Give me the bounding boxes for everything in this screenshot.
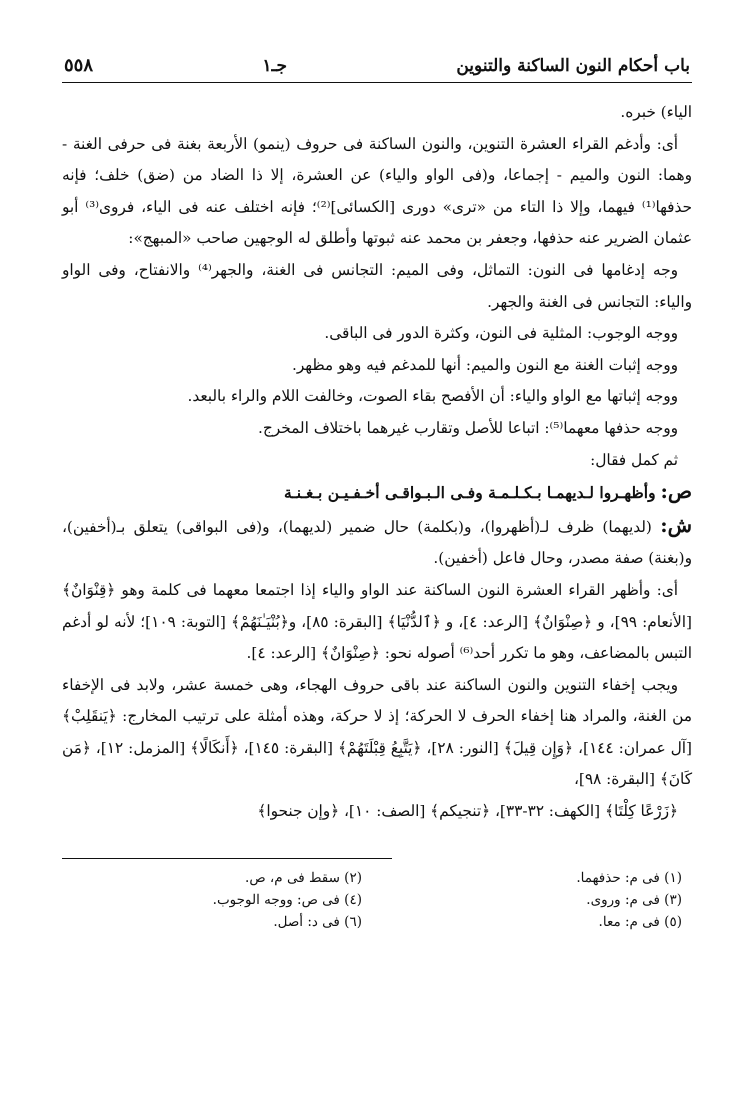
paragraph: ووجه إثبات الغنة مع النون والميم: أنها للمدغم فيه وهو مظهر. [291, 355, 678, 374]
paragraph: ثم كمل فقال: [590, 450, 678, 469]
paragraph: ويجب إخفاء التنوين والنون الساكنة عند باقى حروف الهجاء، وهى خمسة عشر، ولابد فى الإخفاء من الغنة، والمراد هنا إخفاء الحرف لا الحركة؛ إذ لا حركة، وهذه أمثلة على ترتيب المخارج: ﴿يَنقَلِبْ﴾ [آل عمران: ١٤٤]، ﴿وَإِن قِيلَ﴾ [النور: ٢٨]، ﴿يَتَّبِعُ قِبْلَتَهُمْ﴾ [البقرة: ١٤٥]، ﴿أَنكَالًا﴾ [المزمل: ١٢]، ﴿مَن كَانَ﴾ [البقرة: ٩٨]، [62, 675, 692, 789]
footnote: (٢) سقط فى م، ص. [245, 869, 362, 886]
main-text [62, 97, 692, 828]
commentary-text: (لديهما) ظرف لـ(أظهروا)، و(بكلمة) حال ضمير (لديهما)، و(فى البواقى) يتعلق بـ(أخفين)، و(بغنة) صفة مصدر، وحال فاعل (أخفين). [62, 517, 692, 568]
page-number: ٥٥٨ [64, 55, 94, 76]
footnote: (٦) فى د: أصل. [273, 913, 362, 930]
volume-number: جـ١ [262, 56, 288, 76]
footnotes [62, 867, 692, 933]
paragraph: أى: وأظهر القراء العشرة النون الساكنة عند الواو والياء إذا اجتمعا معهما فى كلمة وهو ﴿قِنْوَانٌ﴾ [الأنعام: ٩٩]، و ﴿صِنْوَانٌ﴾ [الرعد: ٤]، و ﴿ٱلدُّنْيَا﴾ [البقرة: ٨٥]، و﴿بُنْيَـٰنَهُمْ﴾ [التوبة: ١٠٩]؛ لأنه لو أدغم التبس بالمضاعف، وهو ما تكرر أحد⁽⁶⁾ أصوله نحو: ﴿صِنْوَانٌ﴾ [الرعد: ٤]. [62, 580, 692, 663]
commentary-paragraph [62, 510, 692, 575]
book-page [62, 48, 692, 933]
footnote: (٣) فى م: وروى. [586, 891, 682, 908]
paragraph: وجه إدغامها فى النون: التماثل، وفى الميم: التجانس فى الغنة، والجهر⁽⁴⁾ والانفتاح، وفى الواو والياء: التجانس فى الغنة والجهر. [62, 260, 692, 311]
chapter-title: باب أحكام النون الساكنة والتنوين [456, 56, 690, 76]
paragraph: الياء) خبره. [620, 103, 692, 121]
verse-marker: ص: [660, 479, 692, 504]
verse-text: وأظهـروا لـديهمـا بـكـلـمـة وفـى الـبـواقـى أخـفـيـن بـغـنـة [283, 483, 656, 503]
footnote: (٤) فى ص: ووجه الوجوب. [212, 891, 362, 908]
paragraph: ووجه إثباتها مع الواو والياء: أن الأفصح بقاء الصوت، وخالفت اللام والراء بالبعد. [187, 387, 678, 406]
verse-line [62, 476, 692, 510]
commentary-marker: ش: [660, 512, 692, 537]
paragraph: ﴿زَرْعًا كِلْتَا﴾ [الكهف: ٣٢-٣٣]، ﴿تنجيكم﴾ [الصف: ١٠]، ﴿وإن جنحوا﴾ [257, 802, 678, 821]
paragraph: ووجه الوجوب: المثلية فى النون، وكثرة الدور فى الباقى. [324, 324, 678, 343]
footnote: (٥) فى م: معا. [598, 913, 682, 930]
footnote-divider [62, 858, 392, 859]
paragraph: ووجه حذفها معهما⁽⁵⁾: اتباعا للأصل وتقارب غيرهما باختلاف المخرج. [258, 418, 678, 437]
running-header [62, 48, 692, 83]
footnote: (١) فى م: حذفهما. [576, 869, 682, 886]
paragraph: أى: وأدغم القراء العشرة التنوين، والنون الساكنة فى حروف (ينمو) الأربعة بغنة فى حرفى الغنة - وهما: النون والميم - إجماعا، و(فى الواو والياء) عن العشرة، إلا ذا الضاد من (ضق) خلف؛ فإنه حذفها⁽¹⁾ فيهما، وإلا ذا التاء من «ترى» دورى [الكسائى]⁽²⁾؛ فإنه اختلف عنه فى الياء، فروى⁽³⁾ أبو عثمان الضرير عنه حذفها، وجعفر بن محمد عنه ثبوتها وأطلق له الوجهين صاحب «المبهج»: [62, 134, 692, 248]
